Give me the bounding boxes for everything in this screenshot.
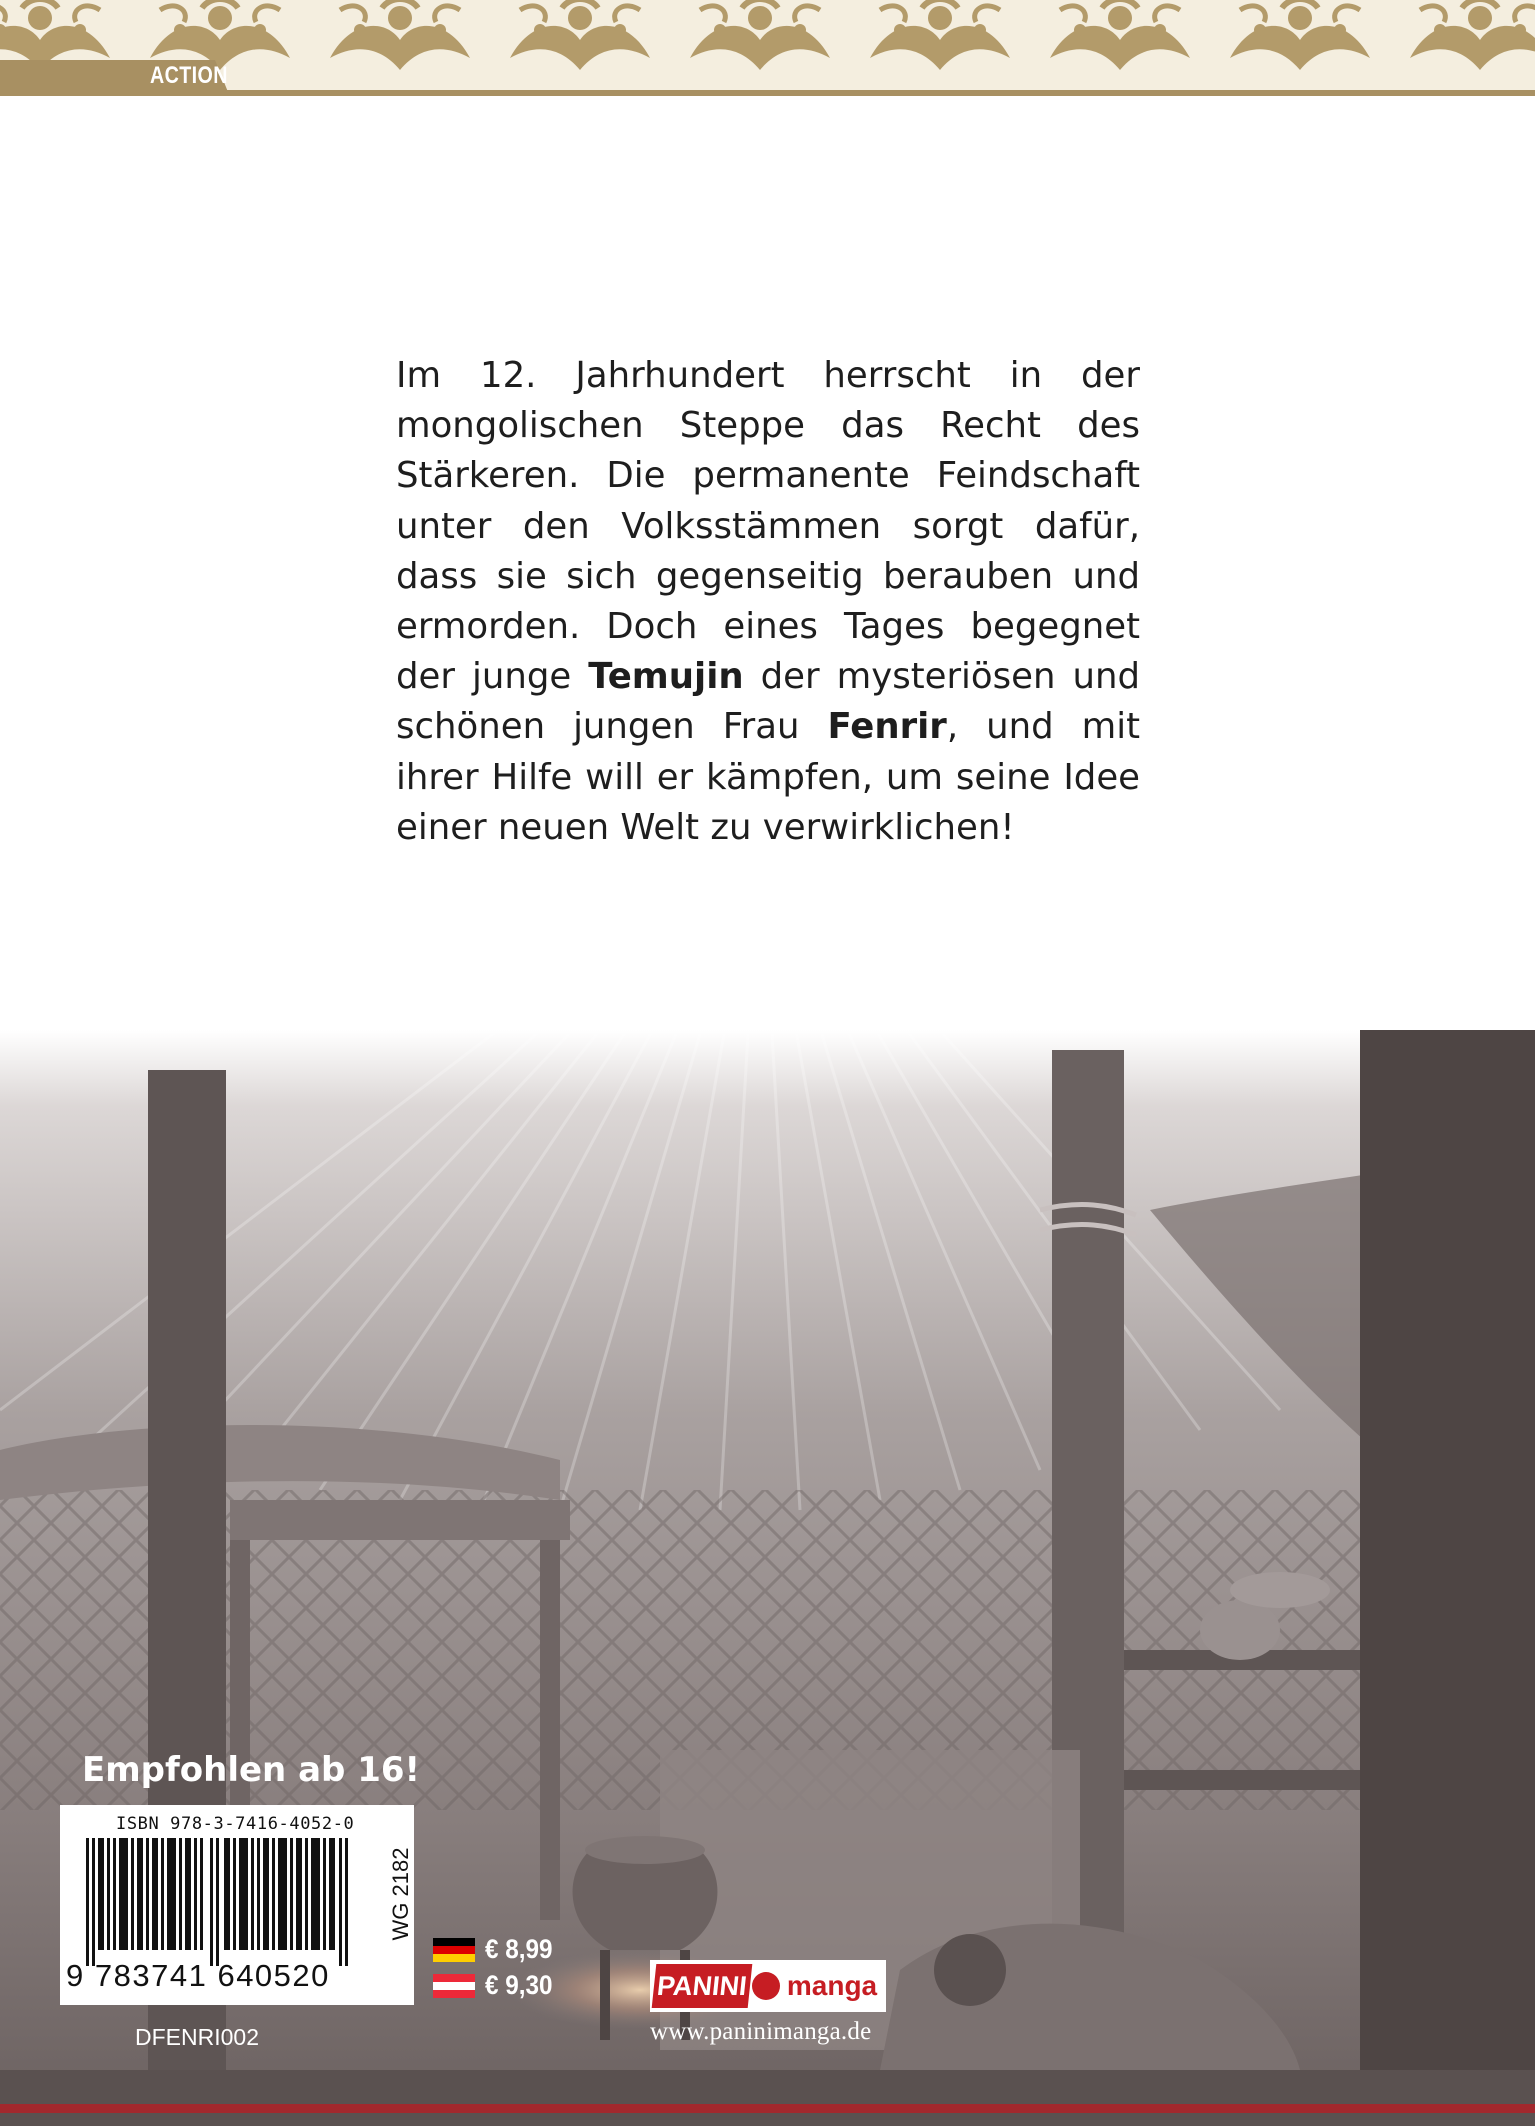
age-rating: Empfohlen ab 16! <box>82 1750 421 1790</box>
ean-group-1: 783741 <box>94 1958 208 1993</box>
damask-ornament <box>0 0 1535 96</box>
synopsis-paragraph <box>396 351 1140 853</box>
wg-code <box>388 1808 414 1980</box>
character-name-fenrir: Fenrir <box>827 706 947 748</box>
panini-manga-logo <box>650 1960 886 2012</box>
ean-digits <box>66 1958 330 1994</box>
wg-code-text: WG 2182 <box>388 1847 413 1941</box>
product-code: DFENRI002 <box>135 2024 259 2050</box>
germany-flag-icon <box>433 1938 475 1962</box>
character-name-temujin: Temujin <box>588 656 744 698</box>
logo-panini: PANINI <box>652 1964 753 2008</box>
ean-first-digit: 9 <box>66 1958 85 1993</box>
synopsis-text-1: Im 12. Jahrhundert herrscht in der mongolischen Steppe das Recht des Stärkeren. Die permanente Feindschaft unter den Volksstämmen sorgt dafür, dass sie sich gegenseitig berauben und ermorden. Doch eines Tages begegnet der junge <box>396 355 1140 698</box>
synopsis-text-3: , und mit ihrer Hilfe will er kämpfen, um seine Idee einer neuen Welt zu verwirklichen! <box>396 706 1140 848</box>
austria-flag-icon <box>433 1974 475 1998</box>
ean-group-2: 640520 <box>217 1958 330 1993</box>
ornament-band <box>0 0 1535 96</box>
synopsis <box>396 351 1140 853</box>
price-austria <box>433 1970 560 2001</box>
isbn-text: ISBN 978-3-7416-4052-0 <box>116 1814 355 1834</box>
logo-manga: manga <box>786 1970 878 2001</box>
price-germany <box>433 1934 560 1965</box>
bottom-red-rule <box>0 2104 1535 2113</box>
gold-rule <box>0 90 1535 96</box>
price-de-value: € 8,99 <box>485 1934 553 1964</box>
publisher-url: www.paninimanga.de <box>650 2018 872 2045</box>
barcode-bars <box>86 1838 348 1966</box>
price-at-value: € 9,30 <box>485 1970 553 2000</box>
logo-dot-icon <box>752 1972 780 2000</box>
genre-label: ACTION <box>150 62 228 89</box>
synopsis-text-2: der mysteriösen und schönen jungen Frau <box>396 656 1140 748</box>
